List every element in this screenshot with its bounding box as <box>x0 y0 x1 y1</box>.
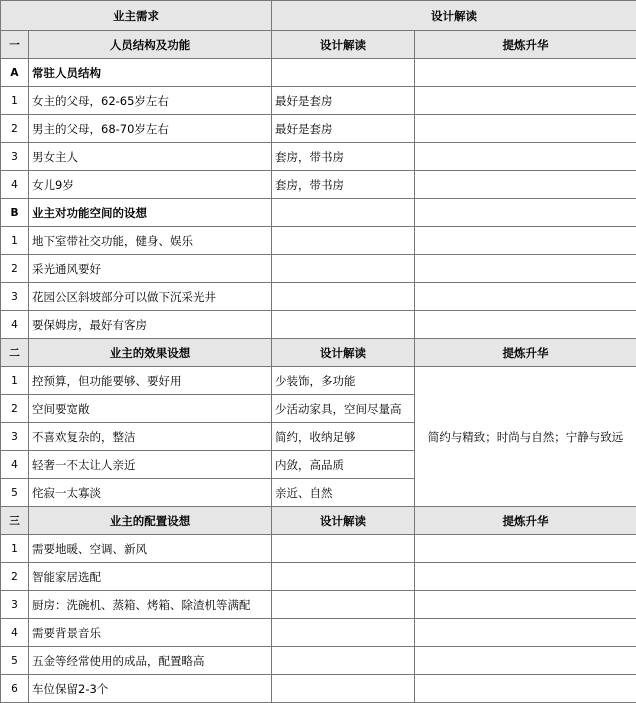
need-cell: 男主的父母，68-70岁左右 <box>29 115 272 143</box>
design-cell <box>272 675 415 703</box>
section-marker: 三 <box>1 507 29 535</box>
refine-cell <box>415 255 636 283</box>
design-cell <box>272 619 415 647</box>
refine-cell <box>415 311 636 339</box>
table-row <box>1 647 636 675</box>
need-cell: 采光通风要好 <box>29 255 272 283</box>
design-cell: 亲近、自然 <box>272 479 415 507</box>
section-col-refine: 提炼升华 <box>415 31 636 59</box>
need-cell: 需要地暖、空调、新风 <box>29 535 272 563</box>
refine-cell <box>415 535 636 563</box>
section-marker: 一 <box>1 31 29 59</box>
row-number: 3 <box>1 591 29 619</box>
refine-cell <box>415 283 636 311</box>
empty-cell <box>272 59 415 87</box>
row-number: 1 <box>1 227 29 255</box>
row-number: 1 <box>1 87 29 115</box>
row-number: 4 <box>1 451 29 479</box>
section-header-row <box>1 507 636 535</box>
table-row <box>1 675 636 703</box>
refine-cell <box>415 675 636 703</box>
need-cell: 车位保留2-3个 <box>29 675 272 703</box>
need-cell: 地下室带社交功能，健身、娱乐 <box>29 227 272 255</box>
design-cell: 少装饰，多功能 <box>272 367 415 395</box>
group-header-row <box>1 59 636 87</box>
need-cell: 女主的父母，62-65岁左右 <box>29 87 272 115</box>
table-row <box>1 143 636 171</box>
group-title: 常驻人员结构 <box>29 59 272 87</box>
design-cell <box>272 647 415 675</box>
table-row <box>1 171 636 199</box>
design-cell <box>272 535 415 563</box>
table-row <box>1 535 636 563</box>
design-cell <box>272 563 415 591</box>
row-number: 3 <box>1 143 29 171</box>
section-marker: 二 <box>1 339 29 367</box>
design-cell <box>272 311 415 339</box>
table-row <box>1 367 636 395</box>
section-col-design: 设计解读 <box>272 339 415 367</box>
row-number: 2 <box>1 115 29 143</box>
need-cell: 智能家居选配 <box>29 563 272 591</box>
refine-cell <box>415 87 636 115</box>
need-cell: 不喜欢复杂的，整洁 <box>29 423 272 451</box>
group-marker: A <box>1 59 29 87</box>
refine-cell <box>415 115 636 143</box>
need-cell: 女儿9岁 <box>29 171 272 199</box>
need-cell: 花园公区斜坡部分可以做下沉采光井 <box>29 283 272 311</box>
empty-cell <box>272 199 415 227</box>
table-row <box>1 87 636 115</box>
row-number: 3 <box>1 283 29 311</box>
section-header-row <box>1 31 636 59</box>
refine-cell <box>415 647 636 675</box>
design-cell <box>272 591 415 619</box>
need-cell: 轻奢一不太让人亲近 <box>29 451 272 479</box>
need-cell: 侘寂一太寡淡 <box>29 479 272 507</box>
table-row <box>1 619 636 647</box>
refine-cell <box>415 563 636 591</box>
need-cell: 要保姆房，最好有客房 <box>29 311 272 339</box>
row-number: 1 <box>1 535 29 563</box>
refine-cell <box>415 591 636 619</box>
row-number: 4 <box>1 311 29 339</box>
design-interpretation-header: 设计解读 <box>272 1 636 31</box>
need-cell: 厨房：洗碗机、蒸箱、烤箱、除渣机等满配 <box>29 591 272 619</box>
table-row <box>1 591 636 619</box>
table-row <box>1 563 636 591</box>
merged-refine-cell: 简约与精致；时尚与自然；宁静与致远 <box>415 367 636 507</box>
row-number: 3 <box>1 423 29 451</box>
row-number: 5 <box>1 647 29 675</box>
design-cell <box>272 255 415 283</box>
design-cell: 简约，收纳足够 <box>272 423 415 451</box>
section-col-refine: 提炼升华 <box>415 339 636 367</box>
row-number: 2 <box>1 563 29 591</box>
group-header-row <box>1 199 636 227</box>
design-cell <box>272 227 415 255</box>
refine-cell <box>415 619 636 647</box>
design-cell: 套房，带书房 <box>272 143 415 171</box>
design-cell: 套房，带书房 <box>272 171 415 199</box>
table-row <box>1 115 636 143</box>
group-marker: B <box>1 199 29 227</box>
refine-cell <box>415 171 636 199</box>
row-number: 6 <box>1 675 29 703</box>
section-title: 业主的效果设想 <box>29 339 272 367</box>
group-title: 业主对功能空间的设想 <box>29 199 272 227</box>
design-cell: 最好是套房 <box>272 87 415 115</box>
table-row <box>1 255 636 283</box>
need-cell: 空间要宽敞 <box>29 395 272 423</box>
table-header-row <box>1 1 636 31</box>
design-cell: 少活动家具，空间尽量高 <box>272 395 415 423</box>
section-col-design: 设计解读 <box>272 507 415 535</box>
row-number: 1 <box>1 367 29 395</box>
section-col-refine: 提炼升华 <box>415 507 636 535</box>
design-cell: 最好是套房 <box>272 115 415 143</box>
refine-cell <box>415 227 636 255</box>
need-cell: 男女主人 <box>29 143 272 171</box>
row-number: 5 <box>1 479 29 507</box>
refine-cell <box>415 143 636 171</box>
need-cell: 控预算，但功能要够、要好用 <box>29 367 272 395</box>
table-row <box>1 227 636 255</box>
section-title: 业主的配置设想 <box>29 507 272 535</box>
design-cell: 内敛，高品质 <box>272 451 415 479</box>
section-col-design: 设计解读 <box>272 31 415 59</box>
need-cell: 五金等经常使用的成品，配置略高 <box>29 647 272 675</box>
design-cell <box>272 283 415 311</box>
row-number: 4 <box>1 619 29 647</box>
table-row <box>1 311 636 339</box>
row-number: 4 <box>1 171 29 199</box>
empty-cell <box>415 59 636 87</box>
row-number: 2 <box>1 255 29 283</box>
section-title: 人员结构及功能 <box>29 31 272 59</box>
table-row <box>1 283 636 311</box>
empty-cell <box>415 199 636 227</box>
need-cell: 需要背景音乐 <box>29 619 272 647</box>
section-header-row <box>1 339 636 367</box>
owner-needs-header: 业主需求 <box>1 1 272 31</box>
row-number: 2 <box>1 395 29 423</box>
